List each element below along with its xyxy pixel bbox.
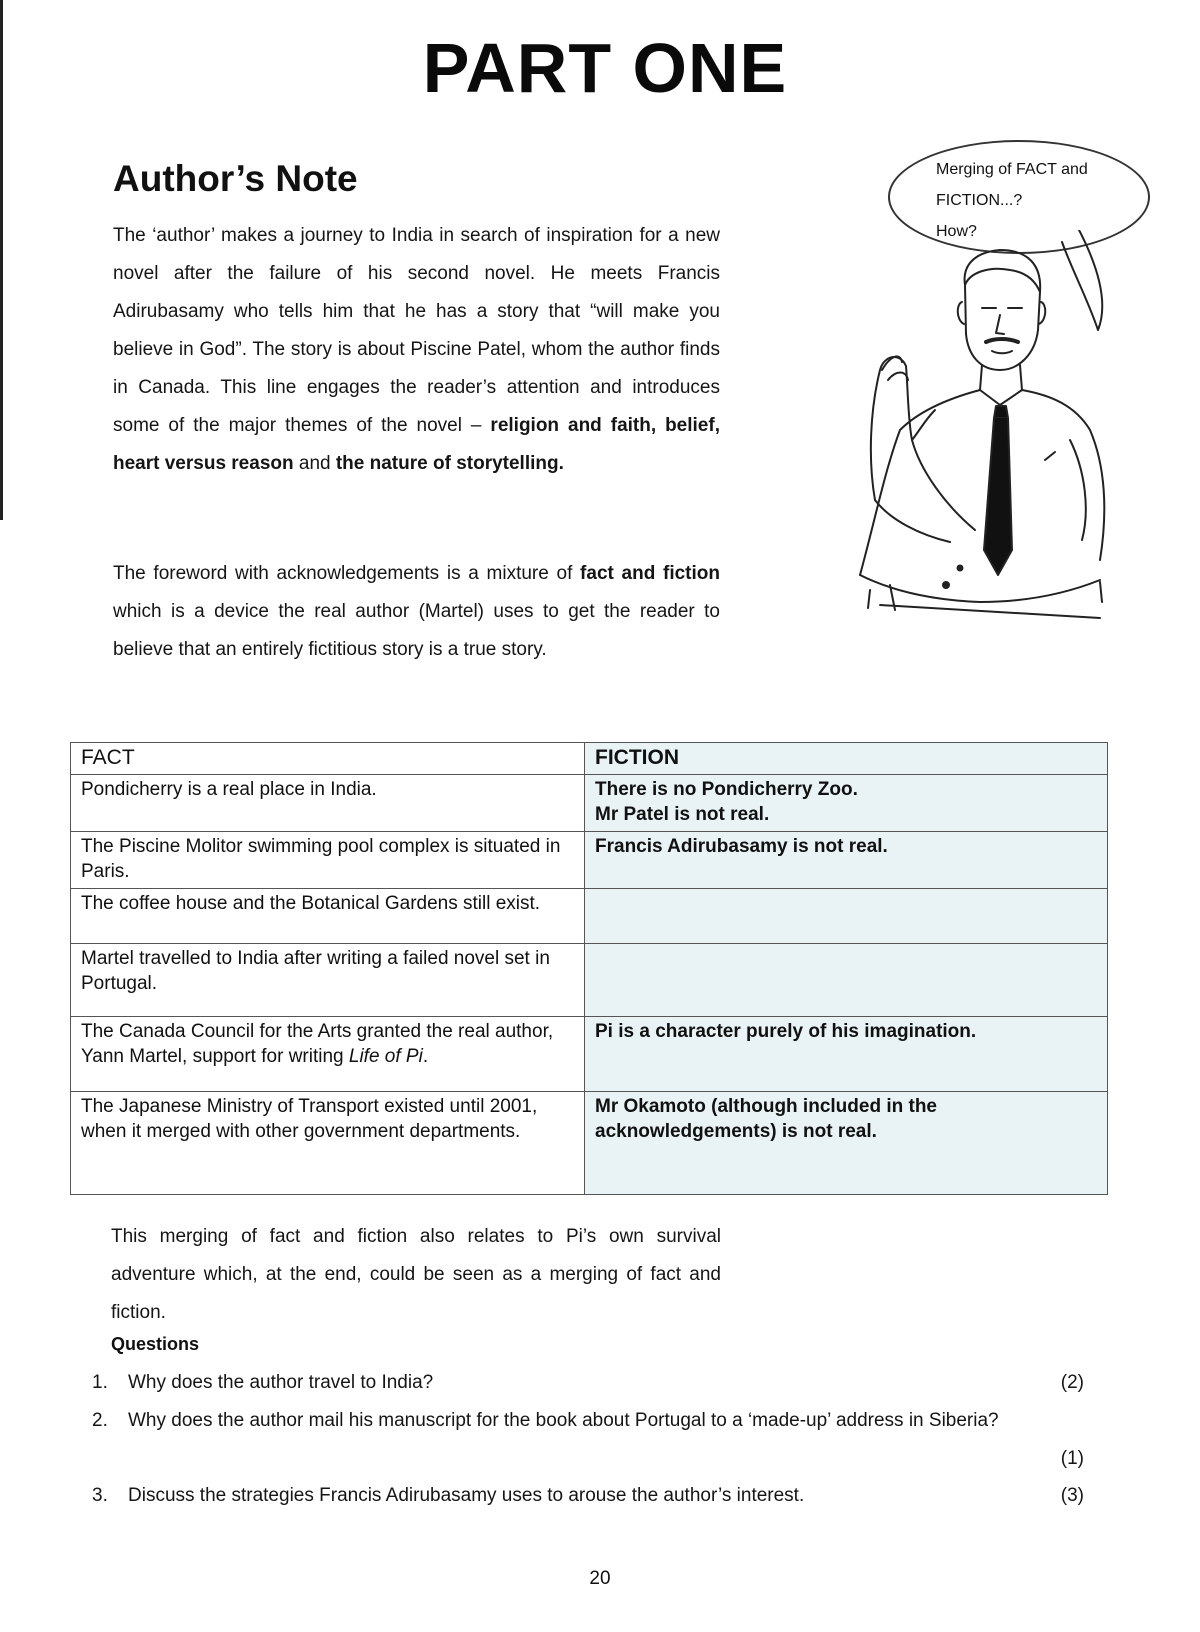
question-marks: (2) (1060, 1372, 1084, 1393)
fact-cell: The Piscine Molitor swimming pool complex is situated in Paris. (71, 832, 585, 889)
fact-fiction-table (70, 742, 1108, 1195)
table-row (71, 832, 1108, 889)
fiction-cell: Mr Okamoto (although included in the acknowledgements) is not real. (585, 1092, 1108, 1195)
table-row (71, 775, 1108, 832)
question-item: 2. Why does the author mail his manuscript for the book about Portugal to a ‘made-up’ address in Siberia? (1) (92, 1402, 1084, 1478)
fact-cell: Pondicherry is a real place in India. (71, 775, 585, 832)
page-number: 20 (589, 1568, 611, 1589)
questions-heading: Questions (111, 1334, 200, 1354)
question-marks: (1) (1060, 1448, 1084, 1469)
fiction-cell: Pi is a character purely of his imagination. (585, 1017, 1108, 1092)
question-item: 1. Why does the author travel to India? (2) (92, 1364, 1084, 1402)
table-row (71, 889, 1108, 944)
question-marks: (3) (1060, 1485, 1084, 1506)
fact-cell: Martel travelled to India after writing a failed novel set in Portugal. (71, 944, 585, 1017)
fiction-header: FICTION (585, 743, 1108, 775)
intro-paragraph-1: The ‘author’ makes a journey to India in search of inspiration for a new novel after the failure of his second novel. He meets Francis Adirubasamy who tells him that he has a story that “will make you believe in God”. The story is about Piscine Patel, whom the author finds in Canada. This line engages the reader’s attention and introduces some of the major themes of the novel – religion and faith, belief, heart versus reason and the nature of storytelling. (113, 225, 720, 474)
fact-cell: The Canada Council for the Arts granted the real author, Yann Martel, support for writing Life of Pi. (71, 1017, 585, 1092)
fact-header: FACT (71, 743, 585, 775)
fiction-cell (585, 944, 1108, 1017)
table-row (71, 1017, 1108, 1092)
intro-paragraph-2: The foreword with acknowledgements is a mixture of fact and fiction which is a device the real author (Martel) uses to get the reader to believe that an entirely fictitious story is a true story. (113, 563, 720, 660)
table-row (71, 1092, 1108, 1195)
page-title: PART ONE (422, 29, 788, 107)
fact-cell: The Japanese Ministry of Transport existed until 2001, when it merged with other government departments. (71, 1092, 585, 1195)
man-clapping-illustration (850, 230, 1180, 650)
table-row (71, 944, 1108, 1017)
fiction-cell: Francis Adirubasamy is not real. (585, 832, 1108, 889)
fiction-cell: There is no Pondicherry Zoo. Mr Patel is not real. (585, 775, 1108, 832)
closing-paragraph: This merging of fact and fiction also relates to Pi’s own survival adventure which, at the end, could be seen as a merging of fact and fiction. (111, 1226, 721, 1323)
fiction-cell (585, 889, 1108, 944)
question-item: 3. Discuss the strategies Francis Adirubasamy uses to arouse the author’s interest. (3) (92, 1477, 1084, 1515)
fact-cell: The coffee house and the Botanical Gardens still exist. (71, 889, 585, 944)
table-header-row (71, 743, 1108, 775)
section-heading: Author’s Note (113, 158, 358, 199)
speech-bubble-text: Merging of FACT and FICTION...? How? (936, 161, 1088, 240)
